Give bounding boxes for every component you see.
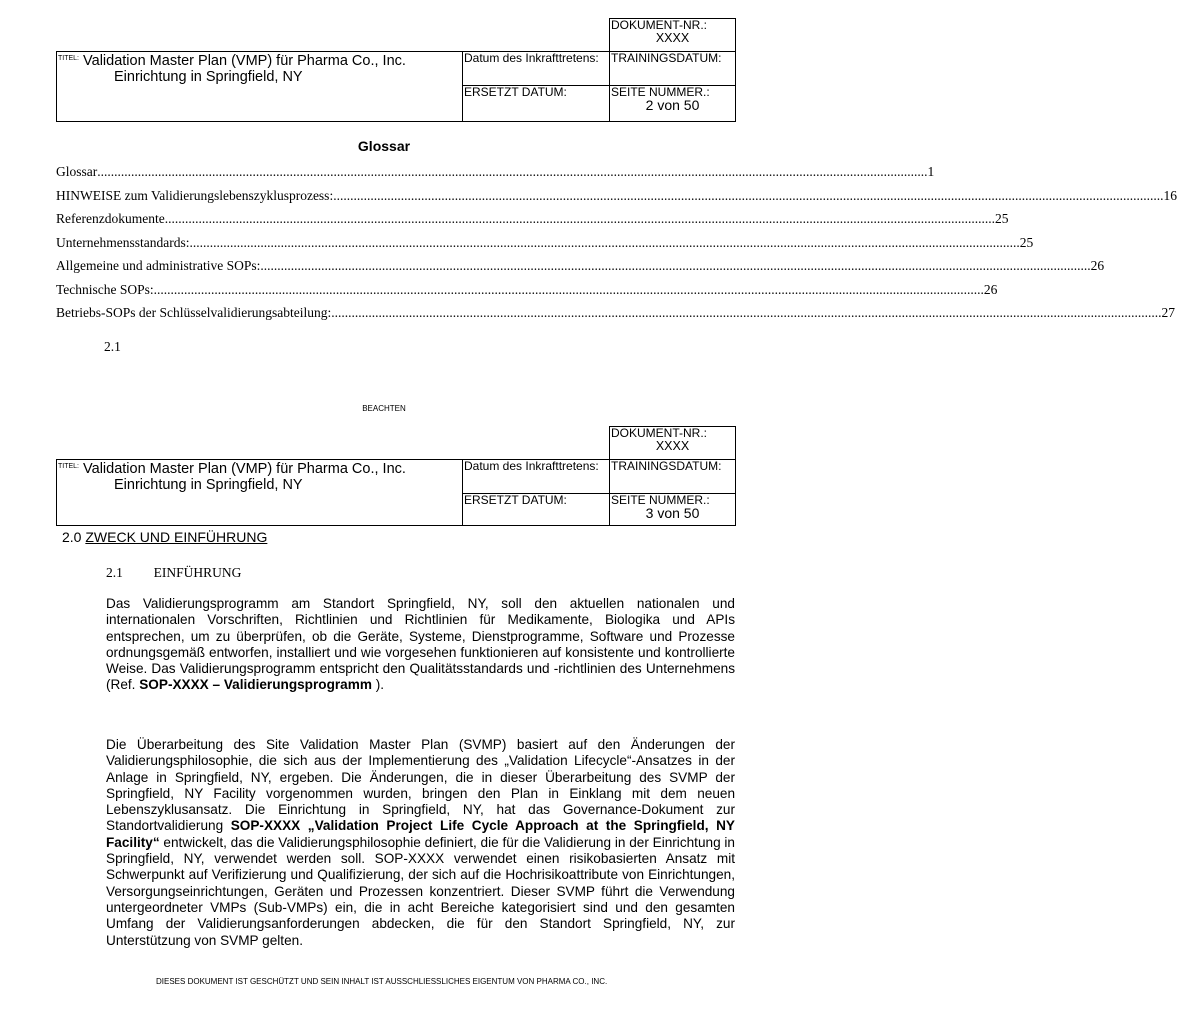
paragraph-2-text-b: entwickelt, das die Validierungsphilosophie definiert, die für die Validierung in der Einrichtung in Springfield, NY, verwendet werden soll. SOP-XXXX verwendet einen risikobasierten Ansatz mit Schwerpunkt auf Verifizierung und Qualifizierung, der sich auf die Hochrisikoattribute von Einrichtungen, Versorgungseinrichtungen, Geräten und Prozessen konzentriert. Dieser SVMP führt die Verwendung untergeordneter VMPs (Sub-VMPs) ein, die in acht Bereiche kategorisiert sind und den gesamten Umfang der Validierungsanforderungen abdecken, die für den Standort Springfield, NY, zur Unterstützung von SVMP gelten.: [106, 834, 735, 948]
toc-item[interactable]: [56, 164, 935, 182]
toc-item[interactable]: [56, 211, 1009, 229]
toc-item[interactable]: [56, 187, 1177, 206]
paragraph-2: [106, 737, 735, 949]
paragraph-2-text-a: Die Überarbeitung des Site Validation Master Plan (SVMP) basiert auf den Änderungen der Validierungsphilosophie, die sich aus der Implementierung des „Validation Lifecycle“-Ansatzes in der Anlage in Springfield, NY, ergeben. Die Änderungen, die in dieser Überarbeitung des SVMP der Springfield, NY Facility vorgenommen wurden, bringen den Plan in Einklang mit dem neuen Lebenszyklusansatz. Die Einrichtung in Springfield, NY, hat das Governance-Dokument zur Standortvalidierung: [106, 737, 735, 834]
toc-item[interactable]: [56, 234, 1034, 253]
toc-dots: ......................................................................................................................................................................................................................................................: [153, 281, 984, 297]
document-header-2: [56, 426, 736, 526]
toc-dots: ......................................................................................................................................................................................................................................................: [97, 164, 928, 179]
confidentiality-footer: DIESES DOKUMENT IST GESCHÜTZT UND SEIN INHALT IST AUSSCHLIESSLICHES EIGENTUM VON PHARMA CO., INC.: [156, 977, 608, 986]
toc-item-page: 26: [1090, 258, 1105, 273]
toc-item-page: 1: [927, 164, 935, 179]
toc-item-label: Technische SOPs:: [56, 281, 154, 297]
seite-value: 3 von 50: [645, 505, 700, 521]
dokument-nr-value: XXXX: [655, 439, 690, 453]
seite-label: SEITE NUMMER.:: [611, 85, 710, 99]
toc-item-page: 27: [1161, 305, 1175, 320]
ersetzt-label: ERSETZT DATUM:: [463, 494, 610, 526]
title-line2: Einrichtung in Springfield, NY: [114, 69, 303, 85]
toc-item-page: 25: [994, 211, 1009, 226]
titel-label: TITEL:: [58, 55, 80, 62]
section-number: 2.0: [62, 529, 82, 545]
glossar-heading: Glossar: [357, 138, 411, 154]
trainingsdatum-label: TRAININGSDATUM:: [610, 52, 736, 86]
toc-item[interactable]: [56, 305, 1175, 323]
toc-item-label: Allgemeine und administrative SOPs:: [56, 258, 261, 273]
title-line1: Validation Master Plan (VMP) für Pharma Co., Inc.: [83, 53, 406, 69]
dokument-nr-cell: [610, 19, 736, 52]
paragraph-1: [106, 596, 735, 694]
paragraph-1-text: Das Validierungsprogramm am Standort Springfield, NY, soll den aktuellen nationalen und internationalen Vorschriften, Richtlinien und Richtlinien für Medikamente, Biologika und APIs entsprechen, um zu überprüfen, ob die Geräte, Systeme, Dienstprogramme, Software und Prozesse ordnungsgemäß entworfen, installiert und wie vorgesehen funktionieren auf konsistente und kontrollierte Weise. Das Validierungsprogramm entspricht den Qualitätsstandards und -richtlinien des Unternehmens (Ref.: [106, 596, 735, 693]
subsection-heading: [106, 565, 241, 581]
datum-label: Datum des Inkrafttretens:: [463, 52, 610, 86]
toc-item[interactable]: [56, 258, 1105, 276]
seite-value: 2 von 50: [645, 97, 700, 113]
dokument-nr-label: DOKUMENT-NR.:: [611, 18, 707, 32]
toc-item[interactable]: [56, 281, 998, 300]
toc-trailing-number: 2.1: [104, 339, 121, 354]
seite-label: SEITE NUMMER.:: [611, 493, 710, 507]
toc-dots: ......................................................................................................................................................................................................................................................: [189, 234, 1020, 250]
dokument-nr-label: DOKUMENT-NR.:: [611, 426, 707, 440]
toc-item-label: Betriebs-SOPs der Schlüsselvalidierungsabteilung:: [56, 305, 332, 320]
titel-label: TITEL:: [58, 463, 80, 470]
section-heading: [62, 529, 267, 545]
toc-item-label: Glossar: [56, 164, 98, 179]
toc-item-page: 26: [983, 281, 998, 297]
ersetzt-label: ERSETZT DATUM:: [463, 86, 610, 122]
subsection-title: EINFÜHRUNG: [153, 565, 242, 580]
document-header-1: [56, 18, 736, 122]
toc-item-page: 25: [1019, 234, 1034, 250]
toc-item-label: HINWEISE zum Validierungslebenszyklusprozess:: [56, 187, 334, 203]
toc-item-page: 16: [1163, 187, 1177, 203]
seite-cell: [610, 494, 736, 526]
dokument-nr-cell: [610, 427, 736, 460]
title-line2: Einrichtung in Springfield, NY: [114, 477, 303, 493]
title-line1: Validation Master Plan (VMP) für Pharma Co., Inc.: [83, 461, 406, 477]
section-title: ZWECK UND EINFÜHRUNG: [85, 529, 268, 545]
toc-dots: ......................................................................................................................................................................................................................................................: [164, 211, 995, 226]
title-cell: [57, 460, 463, 526]
trainingsdatum-label: TRAININGSDATUM:: [610, 460, 736, 494]
toc-item-label: Referenzdokumente: [56, 211, 165, 226]
dokument-nr-value: XXXX: [655, 31, 690, 45]
paragraph-2-bold: SOP-XXXX „Validation Project Life Cycle Approach at the Springfield, NY Facility“: [106, 818, 735, 850]
paragraph-1-bold: SOP-XXXX – Validierungsprogramm: [139, 677, 372, 693]
toc-dots: ......................................................................................................................................................................................................................................................: [260, 258, 1091, 273]
toc-dots: ......................................................................................................................................................................................................................................................: [333, 187, 1164, 203]
datum-label: Datum des Inkrafttretens:: [463, 460, 610, 494]
seite-cell: [610, 86, 736, 122]
toc-dots: ......................................................................................................................................................................................................................................................: [331, 305, 1162, 320]
toc-item-label: Unternehmensstandards:: [56, 234, 190, 250]
paragraph-1-end: ).: [371, 677, 385, 693]
title-cell: [57, 52, 463, 122]
subsection-number: 2.1: [106, 565, 123, 580]
beachten-note: BEACHTEN: [362, 404, 406, 413]
